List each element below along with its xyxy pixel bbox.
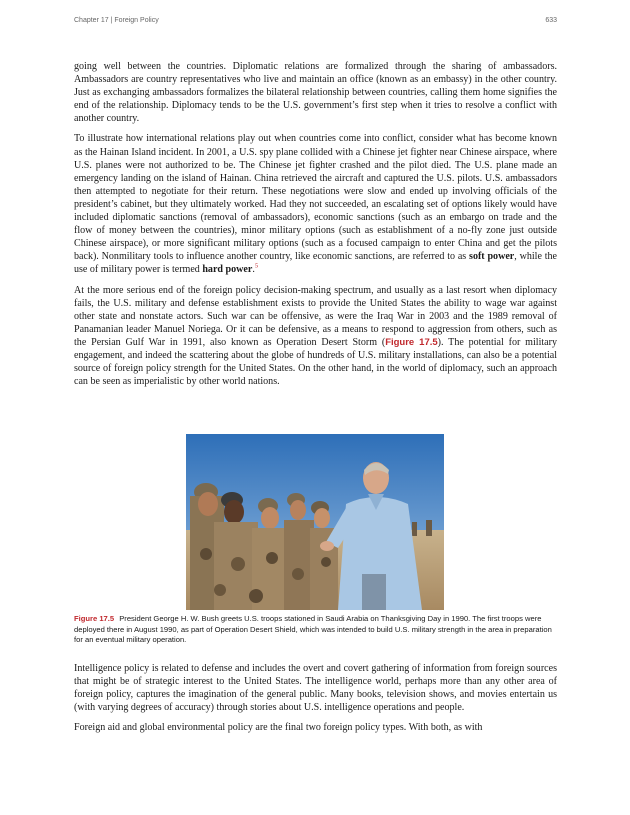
photo-illustration — [186, 434, 444, 610]
figure-caption — [74, 614, 557, 646]
paragraph-text: To illustrate how international relations play out when countries come into conflict, consider what has become known as the Hainan Island incident. In 2001, a U.S. spy plane collided with a Chinese jet fighter near Chinese airspace, where U.S. planes were not authorized to be. The Chinese jet fighter crashed and the pilot died. The U.S. plane made an emergency landing on the island of Hainan. China retrieved the aircraft and captured the U.S. pilots. U.S. ambassadors then attempted to negotiate for their return. These negotiations were slow and ended up involving officials of the president’s cabinet, but they ultimately worked. Had they not succeeded, an escalating set of options likely would have included diplomatic sanctions (removal of ambassadors), economic sanctions (such as an embargo on trade and the flow of money between the countries), minor military options (such as establishment of a no-fly zone just outside Chinese airspace), or more significant military options (such as a focused campaign to enter China and get the pilots back). Nonmilitary tools to influence another country, like economic sanctions, are referred to as — [74, 133, 557, 263]
footnote-reference[interactable]: 5 — [254, 263, 259, 271]
paragraph-foreign-aid: Foreign aid and global environmental policy are the final two foreign policy types. With both, as with — [74, 722, 483, 734]
paragraph-text: . — [252, 264, 255, 276]
running-header — [74, 17, 557, 31]
caption-text: President George H. W. Bush greets U.S. troops stationed in Saudi Arabia on Thanksgiving Day in 1990. The first troops were deployed there in August 1990, as part of Operation Desert Shield, which was intended to build U.S. military strength in the area in preparation for an eventual military operation. — [74, 614, 552, 644]
figure-link[interactable]: Figure 17.5 — [385, 336, 438, 348]
body-text-upper — [74, 60, 557, 395]
term-soft-power: soft power — [469, 251, 515, 263]
paragraph-text: ). The potential for military engagement, and indeed the scattering about the globe of hundreds of U.S. military installations, can also be a potential source of foreign policy strength for the United States. On the other hand, in the world of diplomacy, such an approach can be seen as imperialistic by other world nations. — [74, 336, 557, 388]
figure-photo — [186, 434, 444, 610]
paragraph-hainan-incident — [74, 132, 557, 276]
chapter-title: Chapter 17 | Foreign Policy — [74, 17, 159, 24]
body-text-lower — [74, 662, 557, 741]
paragraph-diplomacy: going well between the countries. Diplomatic relations are formalized through the sharing of ambassadors. Ambassadors are country representatives who live and maintain an office (known as an embassy) in the other country. Just as exchanging ambassadors formalizes the bilateral relationship between countries, calling them home signifies the end of the relationship. Diplomacy tends to be the U.S. government’s first step when it tries to resolve a conflict with another country. — [74, 61, 557, 125]
paragraph-text: At the more serious end of the foreign policy decision-making spectrum, and usually as a last resort when diplomacy fails, the U.S. military and defense establishment exists to provide the United States the ability to wage war against other state and nonstate actors. Such war can be offensive, as were the Iraq War in 2003 and the 1989 removal of Panamanian leader Manuel Noriega. Or it can be defensive, as a means to respond to aggression from others, such as the Persian Gulf War in 1991, also known as Operation Desert Storm ( — [74, 284, 557, 348]
page-number: 633 — [545, 17, 557, 24]
paragraph-military — [74, 284, 557, 389]
paragraph-intelligence: Intelligence policy is related to defense and includes the overt and covert gathering of information from foreign sources that might be of strategic interest to the United States. The intelligence world, perhaps more than any other area of foreign policy, captures the imagination of the general public. Many books, television shows, and movies entertain us (with varying degrees of accuracy) through stories about U.S. intelligence operations and people. — [74, 663, 557, 714]
term-hard-power: hard power — [202, 264, 253, 276]
figure-label: Figure 17.5 — [74, 614, 115, 623]
paragraph-text: , while the use of military power is termed — [74, 251, 558, 276]
